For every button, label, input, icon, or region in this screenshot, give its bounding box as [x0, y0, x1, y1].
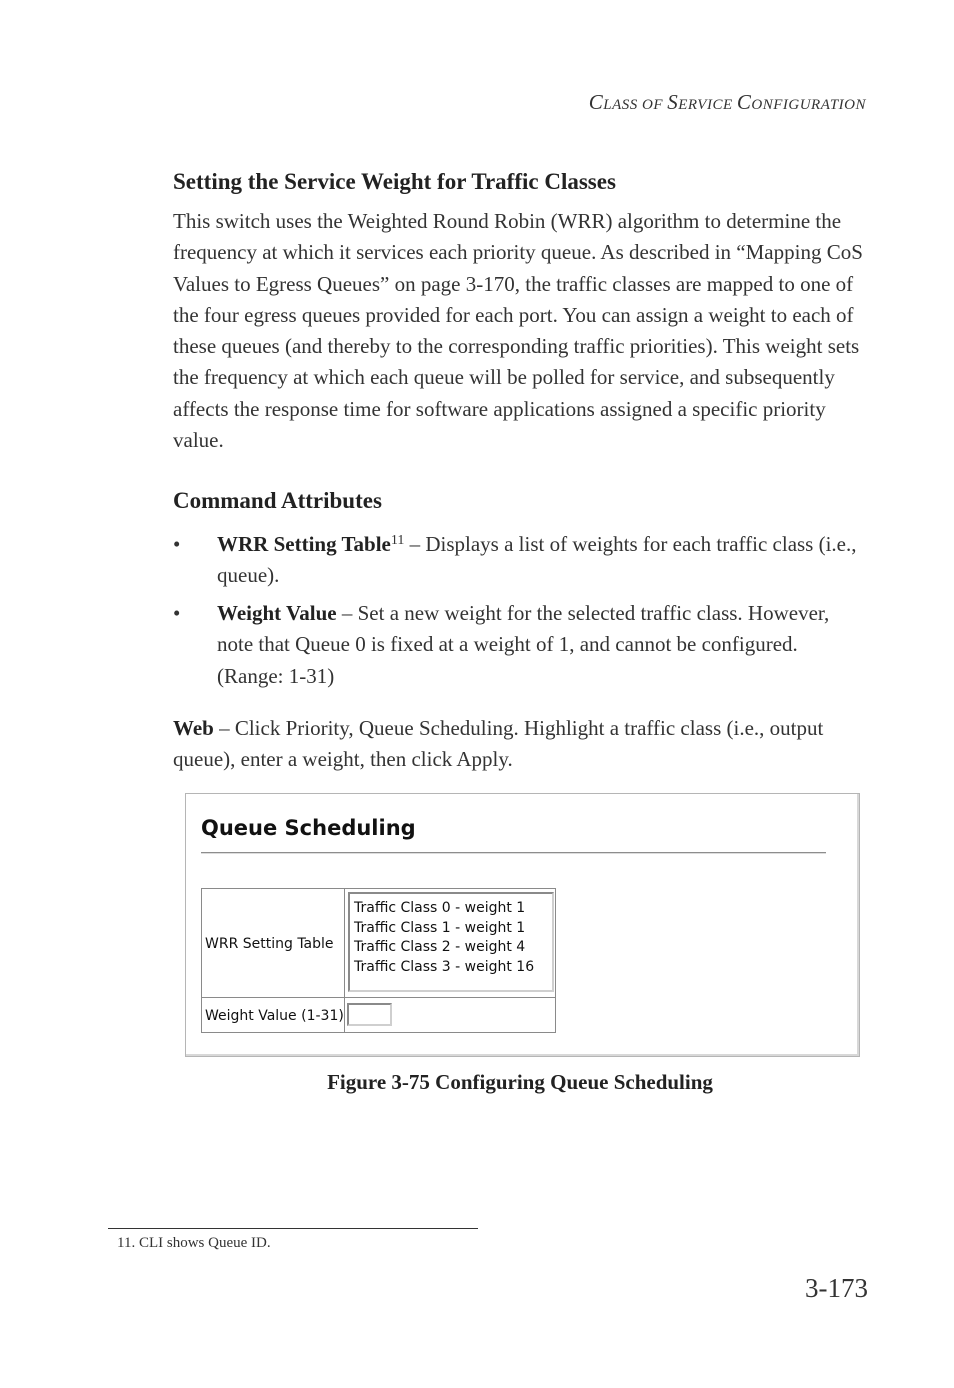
attribute-desc: – Displays a list of weights for each traffic class (i.e., queue).	[217, 532, 857, 588]
traffic-class-option[interactable]: Traffic Class 1 - weight 1	[354, 919, 526, 936]
page-number: 3-173	[805, 1273, 868, 1303]
header-cap-1: C	[588, 90, 604, 114]
attribute-desc: – Set a new weight for the selected traffic class. However, note that Queue 0 is fixed at a weight of 1, and cannot be configured. (Range: 1-31)	[217, 601, 830, 688]
settings-table	[201, 888, 556, 1033]
header-cap-2: S	[667, 90, 679, 114]
wrr-setting-label: WRR Setting Table	[205, 936, 334, 952]
header-rest-1: LASS OF	[603, 97, 668, 113]
attribute-term: WRR Setting Table	[217, 532, 391, 556]
footnote-ref: 11	[390, 533, 405, 548]
figure-title-divider	[201, 852, 826, 854]
header-rest-3: ONFIGURATION	[751, 97, 866, 113]
bullet-marker: •	[173, 532, 181, 556]
traffic-class-option[interactable]: Traffic Class 3 - weight 16	[354, 958, 535, 975]
traffic-class-option[interactable]: Traffic Class 2 - weight 4	[354, 939, 526, 955]
table-column-divider	[344, 889, 345, 1032]
attribute-text	[217, 598, 867, 692]
web-desc: – Click Priority, Queue Scheduling. Highlight a traffic class (i.e., output queue), enter a weight, then click Apply.	[173, 716, 824, 772]
bullet-marker: •	[173, 601, 181, 625]
header-cap-3: C	[736, 90, 752, 114]
weight-value-label: Weight Value (1-31)	[205, 1008, 344, 1024]
wrr-setting-listbox[interactable]	[348, 892, 554, 992]
table-row-divider	[202, 997, 555, 998]
attribute-term: Weight Value	[217, 601, 337, 625]
section-heading: Setting the Service Weight for Traffic Classes	[173, 169, 616, 194]
web-term: Web	[173, 716, 214, 740]
attribute-text	[217, 529, 867, 592]
footnote-divider	[108, 1228, 478, 1229]
running-header	[589, 90, 866, 115]
intro-paragraph: This switch uses the Weighted Round Robin (WRR) algorithm to determine the frequency at which it services each priority queue. As described in “Mapping CoS Values to Egress Queues” on page 3-170, the traffic classes are mapped to one of the four egress queues provided for each port. You can assign a weight to each of these queues (and thereby to the corresponding traffic priorities). This weight sets the frequency at which each queue will be polled for service, and subsequently affects the response time for software applications assigned a specific priority value.	[173, 209, 863, 453]
footnote: 11. CLI shows Queue ID.	[117, 1235, 271, 1251]
command-attributes-heading: Command Attributes	[173, 488, 382, 513]
web-instructions	[173, 713, 873, 776]
header-rest-2: ERVICE	[678, 97, 737, 113]
weight-value-input[interactable]	[347, 1003, 392, 1026]
traffic-class-option[interactable]: Traffic Class 0 - weight 1	[354, 900, 526, 916]
figure-title: Queue Scheduling	[201, 816, 416, 840]
queue-scheduling-figure	[185, 793, 860, 1057]
figure-caption: Figure 3-75 Configuring Queue Scheduling	[327, 1070, 713, 1094]
